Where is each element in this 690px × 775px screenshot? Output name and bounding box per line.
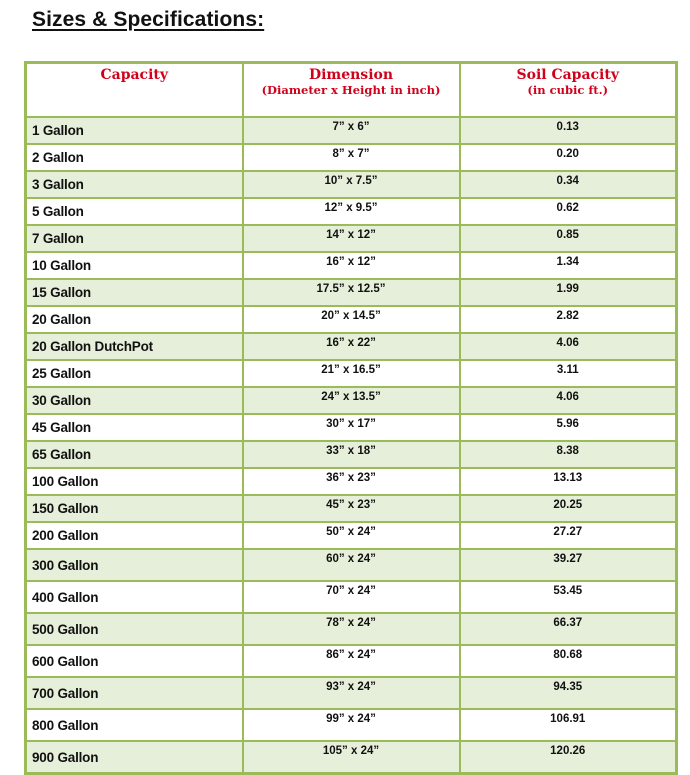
column-header-sublabel: (in cubic ft.) (527, 83, 609, 97)
cell-soil-capacity: 80.68 (460, 645, 677, 677)
column-header-sublabel: (Diameter x Height in inch) (261, 83, 441, 97)
cell-dimension: 16” x 22” (243, 333, 460, 360)
table-row (26, 414, 677, 441)
cell-dimension: 33” x 18” (243, 441, 460, 468)
table-row (26, 645, 677, 677)
table-row (26, 333, 677, 360)
cell-dimension: 16” x 12” (243, 252, 460, 279)
cell-dimension: 20” x 14.5” (243, 306, 460, 333)
column-header-label: Capacity (100, 67, 169, 83)
cell-capacity: 25 Gallon (26, 360, 243, 387)
table-row (26, 613, 677, 645)
cell-capacity: 300 Gallon (26, 549, 243, 581)
cell-soil-capacity: 5.96 (460, 414, 677, 441)
cell-soil-capacity: 120.26 (460, 741, 677, 774)
cell-capacity: 100 Gallon (26, 468, 243, 495)
cell-soil-capacity: 106.91 (460, 709, 677, 741)
cell-dimension: 8” x 7” (243, 144, 460, 171)
column-header-capacity (26, 63, 243, 118)
cell-capacity: 65 Gallon (26, 441, 243, 468)
table-row (26, 117, 677, 144)
cell-capacity: 5 Gallon (26, 198, 243, 225)
cell-capacity: 800 Gallon (26, 709, 243, 741)
cell-soil-capacity: 1.99 (460, 279, 677, 306)
cell-soil-capacity: 20.25 (460, 495, 677, 522)
table-row (26, 741, 677, 774)
cell-soil-capacity: 0.85 (460, 225, 677, 252)
cell-soil-capacity: 53.45 (460, 581, 677, 613)
cell-soil-capacity: 66.37 (460, 613, 677, 645)
cell-soil-capacity: 3.11 (460, 360, 677, 387)
table-row (26, 581, 677, 613)
cell-capacity: 30 Gallon (26, 387, 243, 414)
table-row (26, 171, 677, 198)
cell-dimension: 21” x 16.5” (243, 360, 460, 387)
table-row (26, 522, 677, 549)
cell-soil-capacity: 0.13 (460, 117, 677, 144)
cell-soil-capacity: 0.34 (460, 171, 677, 198)
table-body (26, 117, 677, 774)
table-row (26, 225, 677, 252)
table-row (26, 677, 677, 709)
cell-dimension: 60” x 24” (243, 549, 460, 581)
table-row (26, 144, 677, 171)
cell-capacity: 400 Gallon (26, 581, 243, 613)
cell-soil-capacity: 1.34 (460, 252, 677, 279)
cell-dimension: 70” x 24” (243, 581, 460, 613)
cell-capacity: 900 Gallon (26, 741, 243, 774)
page-title: Sizes & Specifications: (32, 8, 265, 31)
cell-capacity: 7 Gallon (26, 225, 243, 252)
table-row (26, 198, 677, 225)
cell-dimension: 105” x 24” (243, 741, 460, 774)
table-header-row (26, 63, 677, 118)
table-row (26, 549, 677, 581)
column-header-dimension (243, 63, 460, 118)
cell-soil-capacity: 8.38 (460, 441, 677, 468)
cell-dimension: 10” x 7.5” (243, 171, 460, 198)
cell-dimension: 7” x 6” (243, 117, 460, 144)
cell-soil-capacity: 94.35 (460, 677, 677, 709)
table-row (26, 252, 677, 279)
cell-capacity: 600 Gallon (26, 645, 243, 677)
cell-dimension: 17.5” x 12.5” (243, 279, 460, 306)
cell-dimension: 93” x 24” (243, 677, 460, 709)
cell-capacity: 500 Gallon (26, 613, 243, 645)
cell-capacity: 45 Gallon (26, 414, 243, 441)
cell-dimension: 45” x 23” (243, 495, 460, 522)
cell-capacity: 10 Gallon (26, 252, 243, 279)
cell-dimension: 24” x 13.5” (243, 387, 460, 414)
cell-capacity: 1 Gallon (26, 117, 243, 144)
table-row (26, 387, 677, 414)
column-header-label: Soil Capacity (516, 67, 619, 83)
column-header-label: Dimension (308, 67, 394, 83)
cell-capacity: 2 Gallon (26, 144, 243, 171)
cell-dimension: 30” x 17” (243, 414, 460, 441)
cell-capacity: 20 Gallon (26, 306, 243, 333)
cell-dimension: 86” x 24” (243, 645, 460, 677)
cell-soil-capacity: 4.06 (460, 387, 677, 414)
cell-soil-capacity: 2.82 (460, 306, 677, 333)
cell-capacity: 700 Gallon (26, 677, 243, 709)
table-row (26, 709, 677, 741)
cell-soil-capacity: 39.27 (460, 549, 677, 581)
cell-dimension: 78” x 24” (243, 613, 460, 645)
cell-dimension: 50” x 24” (243, 522, 460, 549)
cell-capacity: 150 Gallon (26, 495, 243, 522)
table-row (26, 279, 677, 306)
cell-dimension: 12” x 9.5” (243, 198, 460, 225)
cell-capacity: 200 Gallon (26, 522, 243, 549)
cell-soil-capacity: 0.20 (460, 144, 677, 171)
cell-soil-capacity: 4.06 (460, 333, 677, 360)
cell-dimension: 36” x 23” (243, 468, 460, 495)
column-header-soil-capacity (460, 63, 677, 118)
cell-dimension: 14” x 12” (243, 225, 460, 252)
sizes-specifications-table (24, 61, 678, 775)
cell-capacity: 20 Gallon DutchPot (26, 333, 243, 360)
table-row (26, 495, 677, 522)
table-row (26, 441, 677, 468)
cell-soil-capacity: 0.62 (460, 198, 677, 225)
cell-soil-capacity: 27.27 (460, 522, 677, 549)
cell-capacity: 3 Gallon (26, 171, 243, 198)
table-row (26, 360, 677, 387)
table-row (26, 306, 677, 333)
cell-dimension: 99” x 24” (243, 709, 460, 741)
cell-capacity: 15 Gallon (26, 279, 243, 306)
table-row (26, 468, 677, 495)
cell-soil-capacity: 13.13 (460, 468, 677, 495)
